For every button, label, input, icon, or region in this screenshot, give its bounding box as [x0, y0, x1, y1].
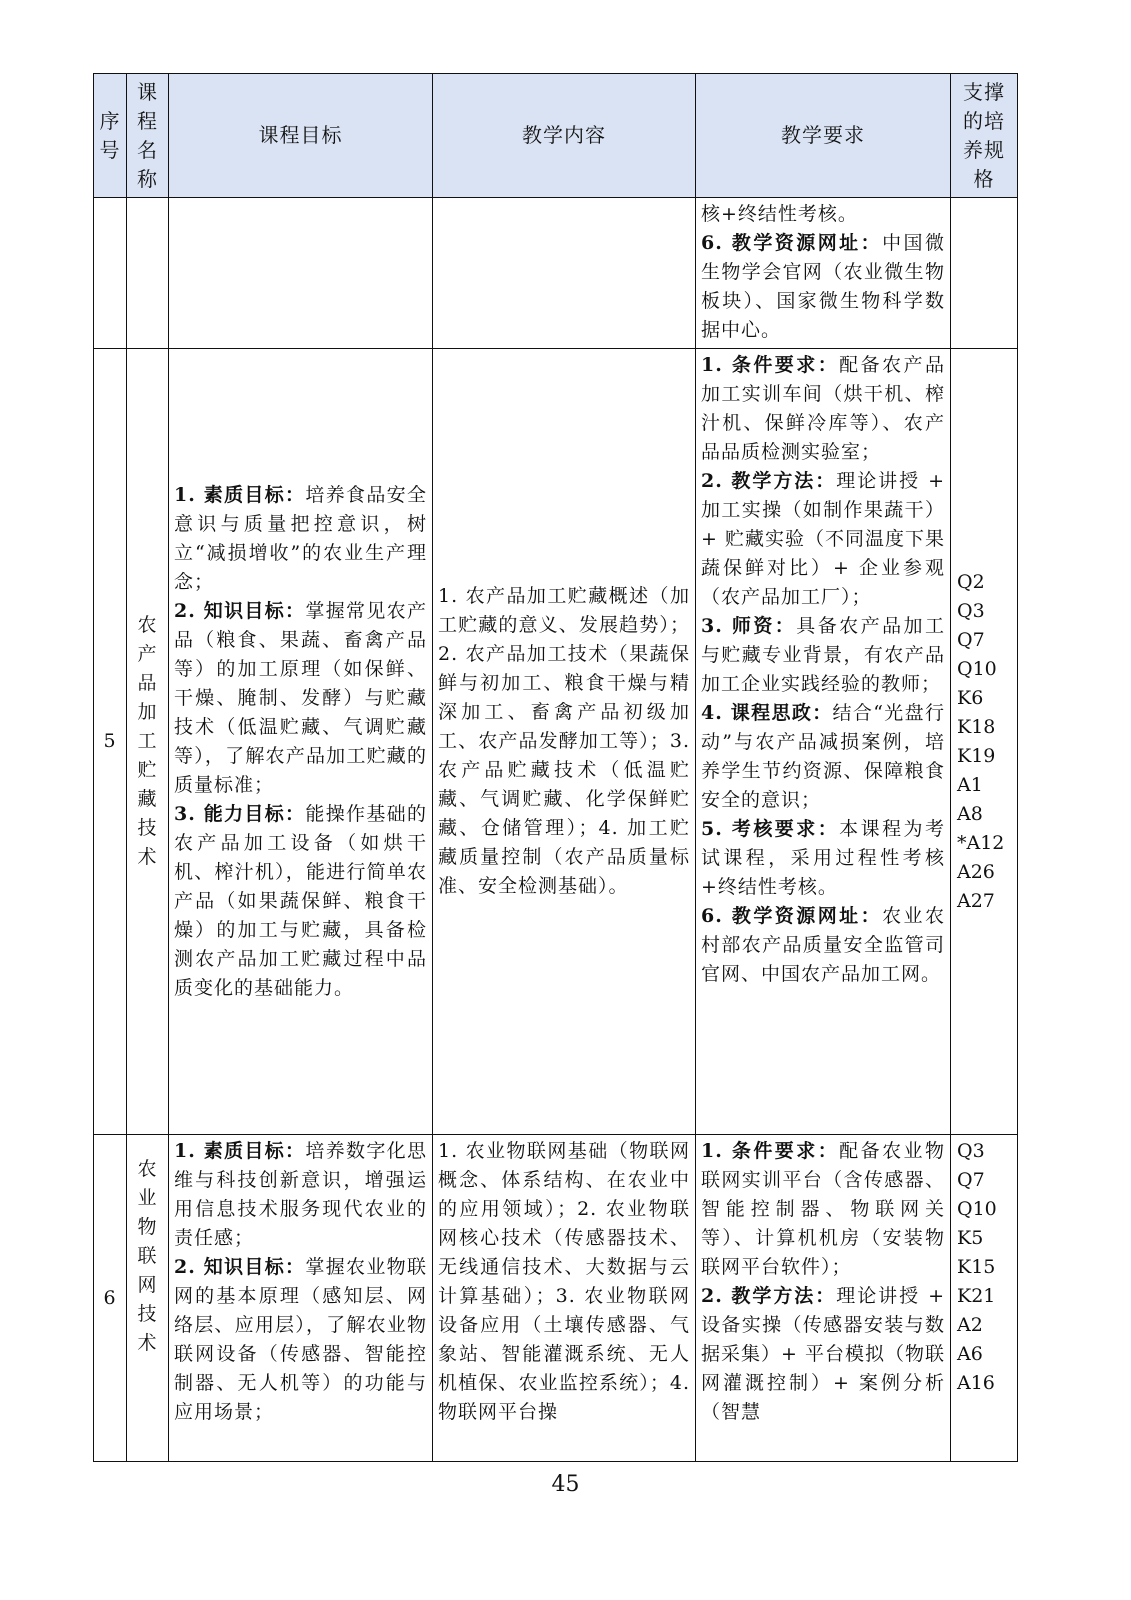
- paragraph-text: 农业农村部农产品质量安全监管司官网、中国农产品加工网。: [701, 905, 945, 985]
- header-teaching-content: 教学内容: [433, 74, 696, 198]
- paragraph: [701, 200, 945, 229]
- paragraph-text: 结合“光盘行动”与农产品减损案例，培养学生节约资源、保障粮食安全的意识；: [701, 702, 946, 811]
- course-name-cell: 农业物联网技术: [127, 1135, 169, 1462]
- paragraph-text: 本课程为考试课程，采用过程性考核+终结性考核。: [701, 818, 945, 898]
- table-row: [94, 1135, 1018, 1462]
- seq-cell: 5: [94, 349, 127, 1135]
- teaching-content-cell: [433, 198, 696, 349]
- spec-code: K5: [957, 1227, 984, 1249]
- paragraph-label: 1. 素质目标：: [174, 1140, 306, 1162]
- course-name-cell: 农产品加工贮藏技术: [127, 349, 169, 1135]
- teaching-requirement-cell: [696, 349, 951, 1135]
- course-goal-cell: [169, 349, 433, 1135]
- paragraph-text: 理论讲授 + 加工实操（如制作果蔬干）+ 贮藏实验（不同温度下果蔬保鲜对比）+ 企业参观（农产品加工厂）；: [701, 470, 946, 608]
- spec-code: Q3: [957, 1140, 985, 1162]
- header-spec: 支撑的培养规格: [951, 74, 1018, 198]
- paragraph-label: 2. 教学方法：: [701, 470, 837, 492]
- spec-code: K21: [957, 1285, 996, 1307]
- table-header: [94, 74, 1018, 198]
- spec-cell: [951, 349, 1018, 1135]
- teaching-content-cell: 1. 农业物联网基础（物联网概念、体系结构、在农业中的应用领域）；2. 农业物联网核心技术（传感器技术、无线通信技术、大数据与云计算基础）；3. 农业物联网设备应用（土壤传感器、气象站、智能灌溉系统、无人机植保、农业监控系统）；4. 物联网平台操: [433, 1135, 696, 1462]
- paragraph: [701, 229, 945, 345]
- spec-code: K6: [957, 686, 984, 709]
- paragraph-label: 3. 能力目标：: [174, 802, 306, 825]
- paragraph-label: 1. 素质目标：: [174, 483, 306, 506]
- seq-cell: 6: [94, 1135, 127, 1462]
- paragraph-label: 5. 考核要求：: [701, 818, 840, 840]
- paragraph-label: 1. 条件要求：: [701, 354, 840, 376]
- spec-code: K18: [957, 715, 996, 738]
- spec-code: A16: [957, 1372, 995, 1394]
- paragraph-text: 配备农业物联网实训平台（含传感器、智能控制器、物联网关等）、计算机机房（安装物联网平台软件）；: [701, 1140, 945, 1278]
- paragraph: [174, 597, 427, 800]
- spec-code: A8: [957, 802, 983, 825]
- paragraph: [174, 481, 427, 597]
- page-number: 45: [551, 1472, 580, 1497]
- paragraph-text: 培养食品安全意识与质量把控意识，树立“减损增收”的农业生产理念；: [174, 483, 427, 593]
- course-name-cell: [127, 198, 169, 349]
- spec-cell: [951, 198, 1018, 349]
- spec-code: Q10: [957, 1198, 997, 1220]
- spec-code: A2: [957, 1314, 983, 1336]
- seq-cell: [94, 198, 127, 349]
- spec-code: Q2: [957, 570, 985, 593]
- course-goal-cell: [169, 198, 433, 349]
- spec-code: Q3: [957, 599, 985, 622]
- paragraph: [701, 1137, 945, 1282]
- spec-code: A26: [957, 860, 995, 883]
- paragraph: [174, 800, 427, 1003]
- paragraph: [701, 902, 945, 989]
- paragraph-text: 培养数字化思维与科技创新意识，增强运用信息技术服务现代农业的责任感；: [174, 1140, 427, 1249]
- header-teaching-requirement: 教学要求: [696, 74, 951, 198]
- paragraph-label: 1. 条件要求：: [701, 1140, 840, 1162]
- spec-code: A27: [957, 889, 995, 912]
- spec-code: *A12: [957, 831, 1005, 854]
- spec-code: Q7: [957, 1169, 985, 1191]
- course-goal-cell: [169, 1135, 433, 1462]
- paragraph: [174, 1137, 427, 1253]
- spec-code: K15: [957, 1256, 996, 1278]
- paragraph-text: 掌握农业物联网的基本原理（感知层、网络层、应用层），了解农业物联网设备（传感器、智能控制器、无人机等）的功能与应用场景；: [174, 1256, 427, 1423]
- header-course-name: 课程名称: [127, 74, 169, 198]
- header-course-goal: 课程目标: [169, 74, 433, 198]
- paragraph-text: 具备农产品加工与贮藏专业背景，有农产品加工企业实践经验的教师；: [701, 615, 945, 695]
- paragraph: [701, 351, 945, 467]
- table-row: [94, 349, 1018, 1135]
- table-row: [94, 198, 1018, 349]
- spec-cell: [951, 1135, 1018, 1462]
- paragraph-text: 掌握常见农产品（粮食、果蔬、畜禽产品等）的加工原理（如保鲜、干燥、腌制、发酵）与贮藏技术（低温贮藏、气调贮藏等），了解农产品加工贮藏的质量标准；: [174, 599, 427, 796]
- paragraph: [701, 1282, 945, 1427]
- paragraph-label: 4. 课程思政：: [701, 702, 833, 724]
- paragraph-label: 2. 知识目标：: [174, 1256, 306, 1278]
- spec-code: A1: [957, 773, 983, 796]
- spec-code: Q10: [957, 657, 997, 680]
- paragraph-label: 2. 教学方法：: [701, 1285, 837, 1307]
- teaching-requirement-cell: [696, 1135, 951, 1462]
- paragraph-text: 核+终结性考核。: [701, 203, 858, 225]
- paragraph: [701, 612, 945, 699]
- teaching-content-cell: 1. 农产品加工贮藏概述（加工贮藏的意义、发展趋势）；2. 农产品加工技术（果蔬保鲜与初加工、粮食干燥与精深加工、畜禽产品初级加工、农产品发酵加工等）；3. 农产品贮藏技术（低温贮藏、气调贮藏、化学保鲜贮藏、仓储管理）；4. 加工贮藏质量控制（农产品质量标准、安全检测基础）。: [433, 349, 696, 1135]
- spec-code: K19: [957, 744, 996, 767]
- paragraph-text: 理论讲授 + 设备实操（传感器安装与数据采集）+ 平台模拟（物联网灌溉控制）+ 案例分析（智慧: [701, 1285, 946, 1423]
- paragraph-label: 2. 知识目标：: [174, 599, 306, 622]
- paragraph-label: 6. 教学资源网址：: [701, 232, 883, 254]
- paragraph-text: 中国微生物学会官网（农业微生物板块）、国家微生物科学数据中心。: [701, 232, 945, 341]
- spec-code: A6: [957, 1343, 983, 1365]
- paragraph-text: 配备农产品加工实训车间（烘干机、榨汁机、保鲜冷库等）、农产品品质检测实验室；: [701, 354, 945, 463]
- paragraph-label: 6. 教学资源网址：: [701, 905, 883, 927]
- teaching-requirement-cell: [696, 198, 951, 349]
- header-seq: 序号: [94, 74, 127, 198]
- paragraph: [701, 467, 945, 612]
- paragraph-text: 能操作基础的农产品加工设备（如烘干机、榨汁机），能进行简单农产品（如果蔬保鲜、粮食干燥）的加工与贮藏，具备检测农产品加工贮藏过程中品质变化的基础能力。: [174, 802, 427, 999]
- curriculum-table: [93, 73, 1018, 1462]
- paragraph: [701, 699, 945, 815]
- paragraph: [701, 815, 945, 902]
- spec-code: Q7: [957, 628, 985, 651]
- paragraph-label: 3. 师资：: [701, 615, 797, 637]
- paragraph: [174, 1253, 427, 1427]
